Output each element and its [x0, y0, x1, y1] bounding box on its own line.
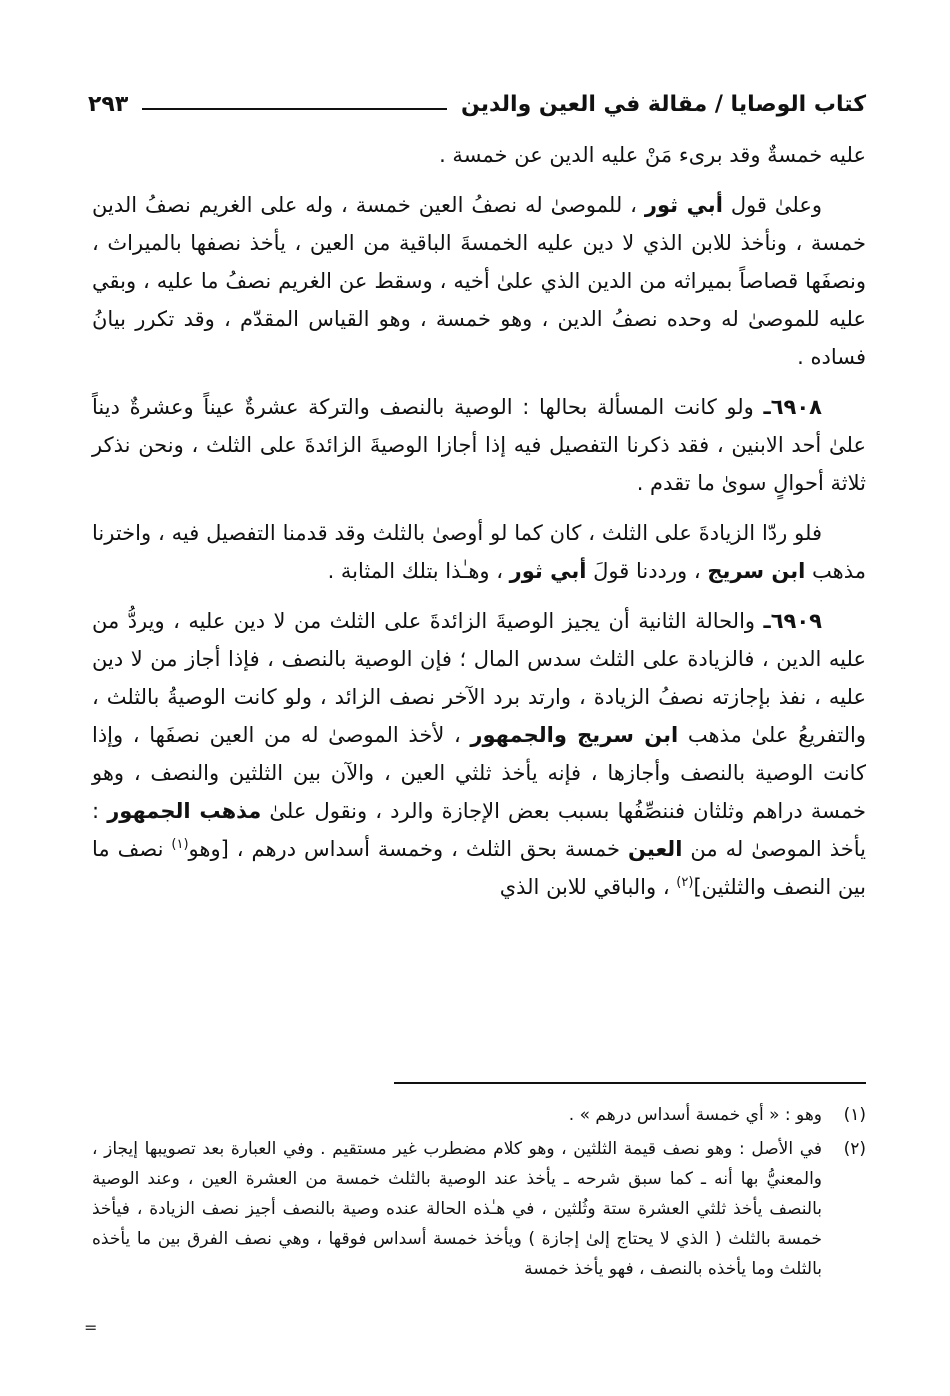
- running-title: كتاب الوصايا / مقالة في العين والدين: [461, 91, 866, 117]
- paragraph-text: عليه خمسةٌ وقد برىء مَنْ عليه الدين عن خمسة .: [439, 143, 866, 167]
- footnote-text: وهو : « أي خمسة أسداس درهم » .: [568, 1105, 822, 1125]
- footnote-mark: (١): [843, 1105, 866, 1125]
- paragraph-6909: [92, 602, 866, 906]
- paragraph-abu-thawr: [92, 186, 866, 376]
- paragraph-6908: [92, 388, 866, 502]
- footnote-1: [92, 1100, 866, 1130]
- paragraph-text: ولو كانت المسألة بحالها : الوصية بالنصف والتركة عشرةٌ عيناً وعشرةٌ ديناً علىٰ أحد الابنين ، فقد ذكرنا التفصيل فيه إذا أجازا الوصيةَ الزائدةَ على الثلث ، ونحن نذكر ثلاثة أحوالٍ سوىٰ ما تقدم .: [92, 395, 866, 495]
- footnotes: [92, 1100, 866, 1284]
- paragraph-text: وعلىٰ قول: [722, 193, 823, 217]
- bold-word: العين: [627, 837, 683, 861]
- paragraph-text: : يأخذ الموصىٰ له من: [92, 799, 866, 861]
- paragraph-text: ، للموصىٰ له نصفُ العين خمسة ، وله على الغريم نصفُ الدين خمسة ، ونأخذ للابن الذي لا دين عليه الخمسةَ الباقية من العين ، يأخذ نصفها بالميراث ، ونصفَها قصاصاً بميراثه من الدين الذي علىٰ أخيه ، وسقط عن الغريم نصفُ ما عليه ، وبقي عليه للموصىٰ له وحده نصفُ الدين ، وهو خمسة ، وهو القياس المقدّم ، وقد تكرر بيانُ فساده .: [92, 193, 866, 369]
- footnote-2: [92, 1134, 866, 1284]
- footnote-rule: [394, 1082, 866, 1084]
- paragraph-text: ، ورددنا قولَ: [586, 559, 708, 583]
- paragraph-text: فلو ردّا الزيادةَ على الثلث ، كان كما لو أوصىٰ بالثلث وقد قدمنا التفصيل فيه ، واخترنا مذهب: [92, 521, 866, 583]
- bold-name: مذهب الجمهور: [107, 799, 262, 823]
- bold-name: أبي ثور: [509, 559, 587, 583]
- paragraph-number: ٦٩٠٩ـ: [763, 609, 822, 633]
- footnote-ref-1: (١): [171, 837, 189, 852]
- paragraph-number: ٦٩٠٨ـ: [763, 395, 822, 419]
- footnote-mark: (٢): [843, 1139, 866, 1159]
- paragraph-text: نصف ما بين النصف والثلثين]: [92, 837, 866, 899]
- paragraph-text: خمسة بحق الثلث ، وخمسة أسداس درهم ، [وهو: [188, 837, 628, 861]
- footnote-text: في الأصل : وهو نصف قيمة الثلثين ، وهو كلام مضطرب غير مستقيم . وفي العبارة بعد تصويبها إيجاز ، والمعنيُّ بها أنه ـ كما سبق شرحه ـ يأخذ عند الوصية بالثلث خمسة من العشرة العين ، وعند الوصية بالنصف يأخذ ثلثي العشرة ستة وثُلثين ، في هـٰذه الحالة عنده وصية بالنصف أجيز نصف الزيادة ، فيأخذ خمسة بالثلث ( الذي لا يحتاج إلىٰ إجازة ) ويأخذ خمسة أسداس فوقها ، وهي نصف الفرق بين ما يأخذه بالثلث وما يأخذه بالنصف ، فهو يأخذ خمسة: [92, 1139, 822, 1279]
- body-text: [92, 136, 866, 906]
- paragraph-text: ، لأخذ الموصىٰ له من العين نصفَها ، وإذا كانت الوصية بالنصف وأجازها ، فإنه يأخذ ثلثي العين ، والآن بين الثلثين والنصف ، وهو خمسة دراهم وثلثان فننصِّفُها بسبب بعض الإجازة والرد ، ونقول علىٰ: [92, 723, 866, 823]
- bold-name: أبي ثور: [644, 193, 723, 217]
- paragraph-text: والحالة الثانية أن يجيز الوصيةَ الزائدةَ على الثلث من لا دين عليه ، ويردُّ من عليه الدين ، فالزيادة على الثلث سدس المال ؛ فإن الوصية بالنصف ، فإذا أجاز من لا دين عليه ، نفذ بإجازته نصفُ الزيادة ، وارتد برد الآخر نصف الزائد ، ولو كانت الوصيةُ بالثلث ، والتفريعُ علىٰ مذهب: [92, 609, 867, 747]
- page-number: ٢٩٣: [88, 91, 129, 117]
- bold-name: ابن سريج والجمهور: [470, 723, 679, 747]
- bold-name: ابن سريج: [707, 559, 806, 583]
- continuation-mark: =: [84, 1318, 98, 1337]
- footnote-ref-2: (٢): [676, 875, 694, 890]
- paragraph-text: ، والباقي للابن الذي: [499, 875, 677, 899]
- paragraph-continuation: [92, 136, 866, 174]
- header-rule: [142, 108, 447, 110]
- running-header: [88, 86, 866, 122]
- paragraph-text: ، وهـٰذا بتلك المثابة .: [327, 559, 510, 583]
- paragraph-rejection: [92, 514, 866, 590]
